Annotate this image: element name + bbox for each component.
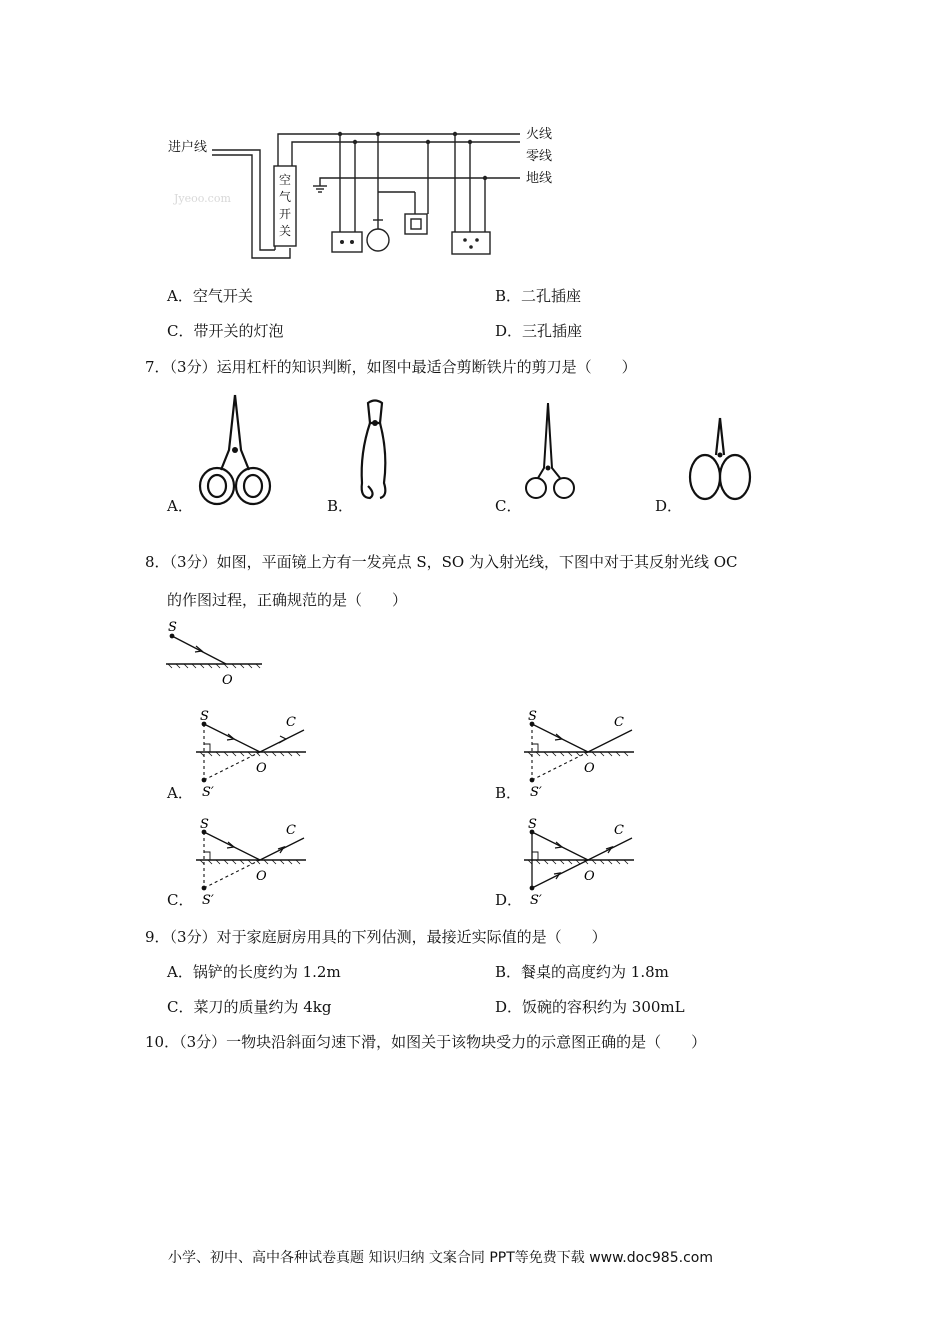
watermark: Jyeoo.com [174, 192, 231, 205]
q9-option-c: C．菜刀的质量约为 4kg [167, 998, 332, 1016]
q8-label-c: C． [167, 891, 194, 909]
incoming-line-label: 进户线 [168, 140, 208, 155]
q6-option-d: D．三孔插座 [495, 322, 583, 340]
q8-option-c-figure [196, 814, 311, 906]
q8c-point-o: O [256, 869, 267, 884]
q8a-point-s-prime: S′ [202, 785, 214, 798]
live-wire-label: 火线 [526, 127, 553, 142]
q8b-point-s-prime: S′ [530, 785, 542, 798]
q8d-point-s: S [528, 817, 537, 832]
q8-point-o: O [222, 673, 233, 688]
q9-option-d: D．饭碗的容积约为 300mL [495, 998, 685, 1016]
air-switch-label: 空 气 开 关 [278, 173, 291, 238]
scissors-a-image [195, 390, 275, 510]
q6-option-c: C．带开关的灯泡 [167, 322, 284, 340]
neutral-wire-label: 零线 [526, 149, 553, 164]
q7-stem: 7．（3分）运用杠杆的知识判断，如图中最适合剪断铁片的剪刀是（ ） [145, 358, 637, 376]
q9-stem: 9．（3分）对于家庭厨房用具的下列估测，最接近实际值的是（ ） [145, 928, 607, 946]
q8-label-b: B． [495, 784, 522, 802]
q8-option-b-figure [524, 706, 639, 798]
household-circuit-diagram [160, 120, 570, 265]
q8b-point-o: O [584, 761, 595, 776]
q9-option-b: B．餐桌的高度约为 1.8m [495, 963, 669, 981]
q8c-point-c: C [286, 823, 296, 838]
q8d-point-s-prime: S′ [530, 893, 542, 906]
q8-original-figure [166, 618, 266, 688]
q8-label-d: D． [495, 891, 523, 909]
q7-label-c: C． [495, 497, 522, 515]
q10-stem: 10．（3分）一物块沿斜面匀速下滑，如图关于该物块受力的示意图正确的是（ ） [145, 1033, 707, 1051]
q8c-point-s: S [200, 817, 209, 832]
q8-option-d-figure [524, 814, 639, 906]
q6-option-a: A．空气开关 [167, 287, 253, 305]
q8a-point-o: O [256, 761, 267, 776]
q8b-point-c: C [614, 715, 624, 730]
q7-label-b: B． [327, 497, 354, 515]
q6-option-b: B．二孔插座 [495, 287, 582, 305]
q8-stem-line1: 8．（3分）如图，平面镜上方有一发亮点 S，SO 为入射光线，下图中对于其反射光线 OC [145, 553, 738, 571]
q8d-point-c: C [614, 823, 624, 838]
scissors-b-image [350, 398, 400, 508]
q8d-point-o: O [584, 869, 595, 884]
q7-label-a: A． [167, 497, 193, 515]
scissors-c-image [520, 400, 580, 508]
q8-option-a-figure [196, 706, 311, 798]
q7-label-d: D． [655, 497, 683, 515]
q8a-point-c: C [286, 715, 296, 730]
scissors-d-image [685, 415, 755, 505]
q8-stem-line2: 的作图过程，正确规范的是（ ） [167, 591, 408, 609]
q8-label-a: A． [167, 784, 193, 802]
q8c-point-s-prime: S′ [202, 893, 214, 906]
page-footer: 小学、初中、高中各种试卷真题 知识归纳 文案合同 PPT等免费下载 www.doc985.com [168, 1250, 713, 1266]
q8-point-s: S [168, 620, 177, 635]
q8a-point-s: S [200, 709, 209, 724]
q9-option-a: A．锅铲的长度约为 1.2m [167, 963, 341, 981]
q8b-point-s: S [528, 709, 537, 724]
ground-wire-label: 地线 [526, 171, 553, 186]
